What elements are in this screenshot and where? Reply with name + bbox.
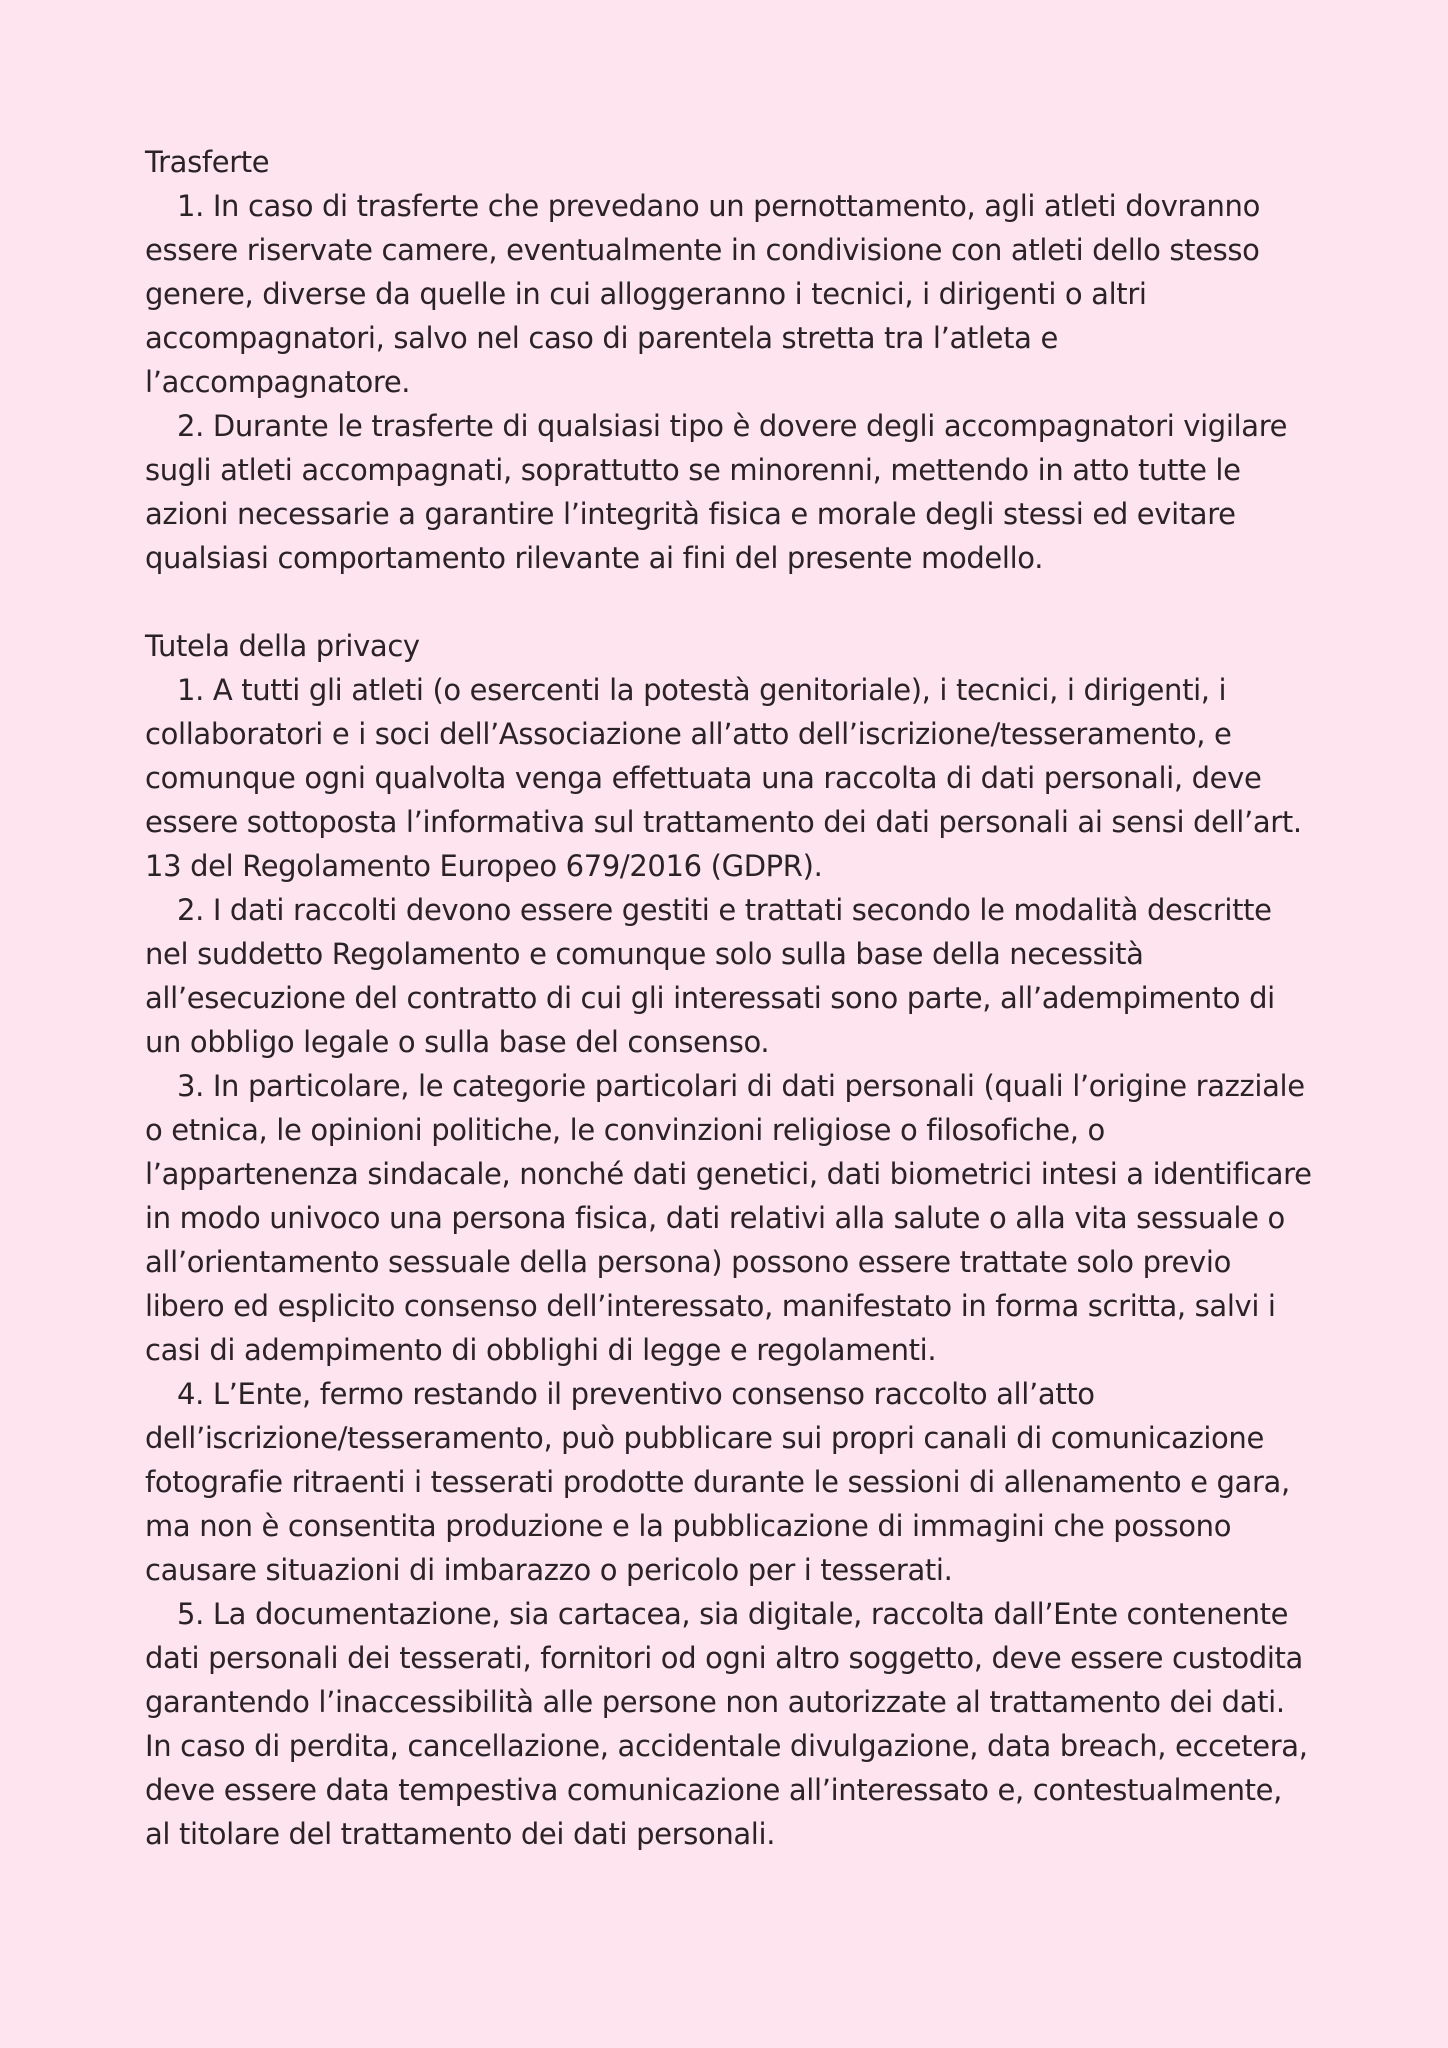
item-number: 1. bbox=[177, 673, 204, 707]
section-trasferte bbox=[145, 140, 1315, 580]
list-item bbox=[145, 184, 1315, 404]
section-title: Trasferte bbox=[145, 145, 270, 179]
item-number: 2. bbox=[177, 409, 204, 443]
item-text: L’Ente, fermo restando il preventivo consenso raccolto all’atto dell’iscrizione/tesseramento, può pubblicare sui propri canali di comunicazione fotografie ritraenti i tesserati prodotte durante le sessioni di allenamento e gara, ma non è consentita produzione e la pubblicazione di immagini che possono causare situazioni di imbarazzo o pericolo per i tesserati. bbox=[145, 1377, 1290, 1587]
item-text: In caso di trasferte che prevedano un pernottamento, agli atleti dovranno essere riservate camere, eventualmente in condivisione con atleti dello stesso genere, diverse da quelle in cui alloggeranno i tecnici, i dirigenti o altri accompagnatori, salvo nel caso di parentela stretta tra l’atleta e l’accompagnatore. bbox=[145, 189, 1260, 399]
list-item bbox=[145, 404, 1315, 580]
section-title: Tutela della privacy bbox=[145, 629, 420, 663]
list-item bbox=[145, 668, 1315, 888]
item-number: 4. bbox=[177, 1377, 204, 1411]
item-number: 5. bbox=[177, 1597, 204, 1631]
item-number: 1. bbox=[177, 189, 204, 223]
list-item bbox=[145, 1372, 1315, 1592]
list-item bbox=[145, 1064, 1315, 1372]
document-page bbox=[145, 140, 1315, 1856]
section-privacy bbox=[145, 624, 1315, 1856]
item-text: Durante le trasferte di qualsiasi tipo è dovere degli accompagnatori vigilare sugli atleti accompagnati, soprattutto se minorenni, mettendo in atto tutte le azioni necessarie a garantire l’integrità fisica e morale degli stessi ed evitare qualsiasi comportamento rilevante ai fini del presente modello. bbox=[145, 409, 1288, 575]
item-number: 2. bbox=[177, 893, 204, 927]
list-item bbox=[145, 888, 1315, 1064]
item-text: In particolare, le categorie particolari di dati personali (quali l’origine razziale o etnica, le opinioni politiche, le convinzioni religiose o filosofiche, o l’appartenenza sindacale, nonché dati genetici, dati biometrici intesi a identificare in modo univoco una persona fisica, dati relativi alla salute o alla vita sessuale o all’orientamento sessuale della persona) possono essere trattate solo previo libero ed esplicito consenso dell’interessato, manifestato in forma scritta, salvi i casi di adempimento di obblighi di legge e regolamenti. bbox=[145, 1069, 1312, 1367]
item-text: A tutti gli atleti (o esercenti la potestà genitoriale), i tecnici, i dirigenti, i collaboratori e i soci dell’Associazione all’atto dell’iscrizione/tesseramento, e comunque ogni qualvolta venga effettuata una raccolta di dati personali, deve essere sottoposta l’informativa sul trattamento dei dati personali ai sensi dell’art. 13 del Regolamento Europeo 679/2016 (GDPR). bbox=[145, 673, 1302, 883]
item-text: La documentazione, sia cartacea, sia digitale, raccolta dall’Ente contenente dati personali dei tesserati, fornitori od ogni altro soggetto, deve essere custodita garantendo l’inaccessibilità alle persone non autorizzate al trattamento dei dati. In caso di perdita, cancellazione, accidentale divulgazione, data breach, eccetera, deve essere data tempestiva comunicazione all’interessato e, contestualmente, al titolare del trattamento dei dati personali. bbox=[145, 1597, 1308, 1851]
item-number: 3. bbox=[177, 1069, 204, 1103]
item-text: I dati raccolti devono essere gestiti e trattati secondo le modalità descritte nel suddetto Regolamento e comunque solo sulla base della necessità all’esecuzione del contratto di cui gli interessati sono parte, all’adempimento di un obbligo legale o sulla base del consenso. bbox=[145, 893, 1275, 1059]
list-item bbox=[145, 1592, 1315, 1856]
